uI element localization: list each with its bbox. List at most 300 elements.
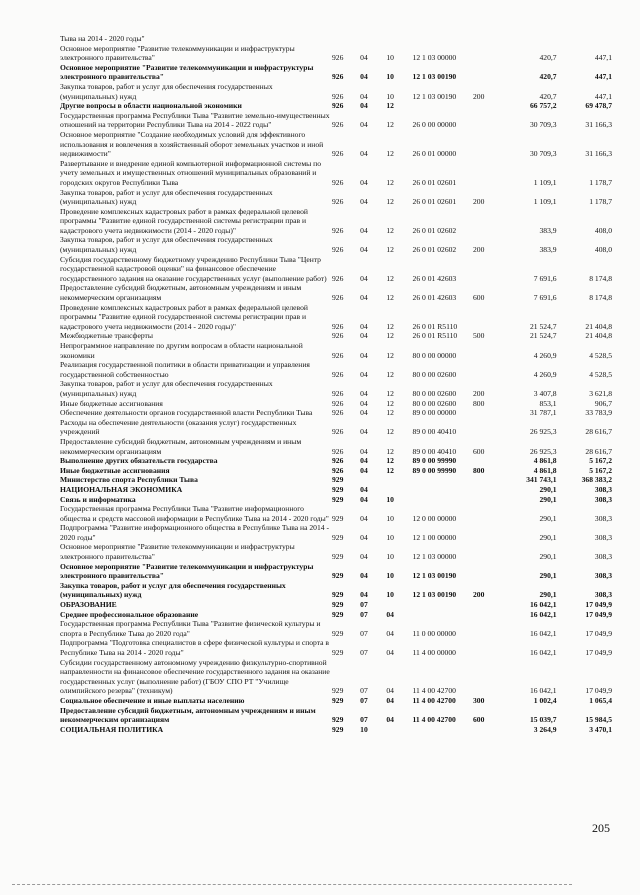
row-amount-year2: 1 178,7 (589, 197, 612, 207)
row-name: Закупка товаров, работ и услуг для обеспечения государственных (муниципальных) нужд (60, 81, 273, 101)
row-subsection-code: 12 (386, 149, 394, 159)
row-section-code: 04 (360, 388, 368, 398)
row-section-code: 04 (360, 532, 368, 542)
row-target-article: 12 1 00 00000 (412, 532, 457, 542)
row-amount-year2: 308,3 (594, 513, 612, 523)
row-amount-year2: 8 174,8 (589, 273, 612, 283)
row-amount-year1: 16 042,1 (530, 609, 557, 619)
row-amount-year1: 3 264,9 (533, 724, 557, 734)
row-subsection-code: 04 (386, 628, 394, 638)
row-section-code: 04 (360, 53, 368, 63)
row-section-code: 04 (360, 149, 368, 159)
row-amount-year1: 290,1 (539, 513, 557, 523)
row-amount-year1: 7 691,6 (533, 273, 557, 283)
row-amount-year2: 15 984,5 (585, 715, 612, 725)
row-section-code: 04 (360, 446, 368, 456)
row-section-code: 07 (360, 695, 368, 705)
row-name: Закупка товаров, работ и услуг для обеспечения государственных (муниципальных) нужд (60, 187, 273, 207)
row-name: Проведение комплексных кадастровых работ в рамках федеральной целевой программы "Развитие единой государственной системы регистрации прав и кадастрового учета недвижимости (2014 - 2020 годы)" (60, 206, 308, 235)
row-section-code: 04 (360, 101, 368, 111)
row-target-article: 11 4 00 00000 (412, 648, 456, 657)
table-row (60, 466, 612, 476)
row-expense-type (473, 504, 503, 523)
row-expense-type (473, 562, 503, 581)
row-section-code: 04 (360, 293, 368, 303)
row-name: Выполнение других обязательств государства (60, 456, 218, 466)
table-row (60, 638, 612, 657)
row-subsection-code: 04 (386, 609, 394, 619)
row-ministry-code: 929 (331, 600, 344, 610)
row-target-article: 26 0 01 R5110 (412, 321, 458, 331)
row-expense-type (473, 456, 503, 466)
row-target-article: 12 1 03 00000 (412, 53, 457, 63)
row-ministry-code: 926 (331, 350, 344, 360)
table-row (60, 408, 612, 418)
row-name: Подпрограмма "Развитие информационного общества в Республике Тыва на 2014 - 2020 годы" (60, 523, 329, 542)
row-ministry-code: 929 (331, 552, 344, 562)
row-subsection-code (386, 485, 412, 495)
row-section-code: 07 (360, 715, 368, 725)
table-row (60, 159, 612, 188)
row-amount-year2: 33 783,9 (585, 408, 612, 418)
row-ministry-code: 929 (331, 484, 344, 494)
row-amount-year2: 447,1 (594, 72, 612, 82)
row-name: ОБРАЗОВАНИЕ (60, 600, 117, 610)
row-subsection-code: 12 (386, 350, 394, 360)
row-ministry-code: 926 (331, 53, 344, 63)
row-amount-year2: 408,0 (594, 245, 612, 255)
row-amount-year2: 5 167,2 (589, 465, 612, 475)
row-subsection-code: 10 (386, 494, 394, 504)
row-expense-type: 500 (472, 331, 485, 341)
row-amount-year2: 447,1 (594, 53, 612, 63)
row-ministry-code: 926 (331, 91, 344, 101)
row-expense-type (473, 600, 503, 610)
row-name: Субсидии государственному автономному учреждению физкультурно-спортивной направленности на финансовое обеспечение государственного задания на оказание государственных услуг (выполнение работ) (ГБОУ СПО РТ "Училище олимпийского резерва" (техникум) (60, 657, 330, 696)
row-amount-year1: 420,7 (539, 72, 557, 82)
row-amount-year1: 290,1 (539, 532, 557, 542)
row-expense-type (473, 44, 503, 63)
row-subsection-code: 12 (386, 293, 394, 303)
row-amount-year2: 4 528,5 (589, 369, 612, 379)
table-row (60, 34, 612, 44)
row-ministry-code: 926 (331, 388, 344, 398)
row-name: Закупка товаров, работ и услуг для обеспечения государственных (муниципальных) нужд (60, 580, 286, 600)
row-target-article: 11 4 00 42700 (412, 695, 456, 705)
row-amount-year2: 17 049,9 (585, 686, 612, 696)
row-amount-year1: 420,7 (539, 91, 557, 101)
row-section-code: 07 (360, 648, 368, 657)
row-section-code: 04 (360, 197, 368, 207)
row-target-article (413, 475, 473, 485)
row-section-code: 04 (360, 513, 368, 523)
table-row (60, 82, 612, 101)
row-target-article: 12 1 03 00190 (412, 72, 457, 82)
row-ministry-code: 929 (331, 571, 344, 581)
row-amount-year2: 368 383,2 (581, 475, 612, 485)
row-expense-type: 200 (472, 91, 485, 101)
row-ministry-code: 926 (331, 149, 344, 159)
row-target-article (413, 725, 473, 735)
table-row (60, 504, 612, 523)
row-subsection-code: 12 (386, 369, 394, 379)
row-name: Предоставление субсидий бюджетным, автономным учреждениям и иным некоммерческим организациям (60, 283, 302, 303)
row-name: Связь и информатика (60, 494, 136, 504)
table-row (60, 111, 612, 130)
row-ministry-code: 929 (331, 590, 344, 600)
row-name: Основное мероприятие "Развитие телекоммуникации и инфраструктуры электронного правительства" (60, 561, 314, 581)
row-expense-type (473, 130, 503, 159)
table-row (60, 207, 612, 236)
row-expense-type: 800 (472, 465, 485, 475)
row-section-code: 04 (360, 321, 368, 331)
row-subsection-code: 10 (386, 91, 394, 101)
row-ministry-code: 926 (331, 177, 344, 187)
row-target-article (413, 610, 473, 620)
row-target-article: 11 4 00 42700 (412, 715, 456, 725)
row-ministry-code: 926 (331, 120, 344, 130)
row-amount-year1: 341 743,1 (526, 475, 557, 485)
row-section-code: 10 (360, 724, 368, 734)
row-ministry-code: 929 (331, 686, 344, 696)
row-ministry-code: 926 (331, 245, 344, 255)
row-target-article: 26 0 00 00000 (412, 120, 457, 130)
row-amount-year2: 1 178,7 (589, 177, 612, 187)
table-row (60, 600, 612, 610)
row-subsection-code: 10 (386, 552, 394, 562)
row-amount-year2: 3 621,8 (589, 388, 612, 398)
row-amount-year2: 5 167,2 (589, 456, 612, 466)
table-row (60, 399, 612, 409)
row-section-code: 04 (360, 120, 368, 130)
row-section-code: 04 (360, 177, 368, 187)
row-expense-type: 600 (472, 446, 485, 456)
row-section-code (360, 34, 386, 44)
row-amount-year2: 31 166,3 (585, 149, 612, 159)
row-amount-year1: 1 002,4 (533, 695, 557, 705)
row-section-code: 04 (360, 91, 368, 101)
row-ministry-code: 926 (331, 427, 344, 437)
row-amount-year2: 3 470,1 (589, 724, 612, 734)
row-amount-year1: 853,1 (539, 398, 557, 408)
row-section-code: 04 (360, 245, 368, 255)
row-amount-year1: 16 042,1 (530, 628, 557, 638)
row-target-article: 26 0 01 02602 (412, 245, 457, 255)
row-section-code: 07 (360, 600, 368, 610)
row-ministry-code: 926 (331, 321, 344, 331)
table-row (60, 562, 612, 581)
row-section-code: 07 (360, 686, 368, 696)
row-expense-type: 200 (472, 245, 485, 255)
row-ministry-code: 926 (331, 72, 344, 82)
row-expense-type (473, 638, 503, 657)
row-target-article: 26 0 01 02601 (412, 197, 457, 207)
row-name: Расходы на обеспечение деятельности (оказания услуг) государственных учреждений (60, 417, 297, 437)
row-target-article: 11 4 00 42700 (412, 686, 456, 696)
row-subsection-code (386, 725, 412, 735)
row-target-article: 12 1 03 00000 (412, 552, 457, 562)
row-ministry-code: 926 (331, 273, 344, 283)
row-expense-type (473, 408, 503, 418)
budget-table-body (60, 34, 612, 734)
row-name: Проведение комплексных кадастровых работ в рамках федеральной целевой программы "Развитие единой государственной системы регистрации прав и кадастрового учета недвижимости (2014 - 2020 годы)" (60, 302, 308, 331)
row-section-code: 04 (360, 484, 368, 494)
row-amount-year1: 1 109,1 (533, 177, 557, 187)
row-target-article: 26 0 01 42603 (412, 273, 457, 283)
row-amount-year1: 30 709,3 (530, 149, 557, 159)
row-target-article: 89 0 00 40410 (412, 427, 457, 437)
row-subsection-code (386, 600, 412, 610)
row-name: Непрограммное направление по другим вопросам в области национальной экономики (60, 341, 303, 360)
row-section-code: 04 (360, 408, 368, 418)
row-section-code: 04 (360, 273, 368, 283)
row-amount-year1: 30 709,3 (530, 120, 557, 130)
row-amount-year1: 290,1 (539, 590, 557, 600)
row-subsection-code: 12 (386, 101, 394, 111)
row-amount-year1: 16 042,1 (530, 648, 557, 657)
table-row (60, 485, 612, 495)
row-amount-year1: 3 407,8 (533, 388, 557, 398)
row-name: Основное мероприятие "Развитие телекоммуникации и инфраструктуры электронного правительства" (60, 62, 314, 82)
row-amount-year1: 16 042,1 (530, 600, 557, 610)
table-row (60, 341, 612, 360)
row-subsection-code: 12 (386, 120, 394, 130)
row-name: Государственная программа Республики Тыва "Развитие земельно-имущественных отношений на территории Республики Тыва на 2014 - 2022 годы" (60, 110, 330, 130)
row-target-article: 26 0 01 00000 (412, 149, 457, 159)
table-row (60, 101, 612, 111)
row-amount-year2: 447,1 (594, 91, 612, 101)
row-amount-year2: 1 065,4 (589, 695, 612, 705)
row-name: Субсидия государственному бюджетному учреждению Республики Тыва "Центр государственной кадастровой оценки" на финансовое обеспечение государственного задания на оказание государственных услуг (выполнение работ) (60, 254, 327, 283)
row-section-code: 04 (360, 427, 368, 437)
row-expense-type: 200 (472, 197, 485, 207)
row-name: Закупка товаров, работ и услуг для обеспечения государственных (муниципальных) нужд (60, 379, 273, 398)
row-name: Реализация государственной политики в области приватизации и управления государственной собственностью (60, 360, 310, 379)
table-row (60, 619, 612, 638)
row-section-code: 04 (360, 72, 368, 82)
row-ministry-code: 929 (331, 494, 344, 504)
row-ministry-code: 929 (331, 513, 344, 523)
row-amount-year2: 31 166,3 (585, 120, 612, 130)
row-amount-year2: 308,3 (594, 484, 612, 494)
row-target-article: 80 0 00 02600 (412, 388, 457, 398)
row-expense-type (473, 303, 503, 332)
table-row (60, 303, 612, 332)
row-target-article (413, 34, 473, 44)
row-name: Основное мероприятие "Развитие телекоммуникации и инфраструктуры электронного правительства" (60, 542, 295, 562)
row-ministry-code: 926 (331, 369, 344, 379)
row-ministry-code: 929 (331, 475, 344, 485)
row-amount-year1: 290,1 (539, 484, 557, 494)
row-amount-year2: 69 478,7 (585, 101, 612, 111)
row-target-article: 26 0 01 R5110 (412, 331, 458, 341)
row-name: НАЦИОНАЛЬНАЯ ЭКОНОМИКА (60, 484, 183, 494)
row-section-code: 04 (360, 494, 368, 504)
row-section-code: 04 (360, 590, 368, 600)
row-expense-type (473, 360, 503, 379)
row-amount-year2: 17 049,9 (585, 628, 612, 638)
table-row (60, 188, 612, 207)
row-expense-type: 800 (472, 398, 485, 408)
row-target-article: 12 0 00 00000 (412, 513, 457, 523)
table-row (60, 475, 612, 485)
row-amount-year2: 308,3 (594, 571, 612, 581)
row-subsection-code: 12 (386, 321, 394, 331)
row-name: Обеспечение деятельности органов государственной власти Республики Тыва (60, 408, 313, 418)
row-name: Развертывание и внедрение единой компьютерной информационной системы по учету земельных и имущественных отношений муниципальных образований и городских округов Республики Тыва (60, 158, 321, 187)
page-number: 205 (592, 821, 610, 835)
row-subsection-code: 10 (386, 513, 394, 523)
row-name: Основное мероприятие "Развитие телекоммуникации и инфраструктуры электронного правительства" (60, 43, 295, 63)
row-subsection-code: 12 (386, 245, 394, 255)
row-section-code: 04 (360, 225, 368, 235)
row-subsection-code: 12 (386, 465, 394, 475)
row-expense-type: 600 (472, 293, 485, 303)
row-name: Государственная программа Республики Тыва "Развитие физической культуры и спорта в Республике Тыва до 2020 года" (60, 619, 321, 638)
row-name: Министерство спорта Республики Тыва (60, 475, 198, 485)
row-subsection-code: 12 (386, 456, 394, 466)
row-ministry-code: 926 (331, 456, 344, 466)
row-ministry-code: 929 (331, 532, 344, 542)
row-target-article: 80 0 00 00000 (412, 350, 457, 360)
row-name: Закупка товаров, работ и услуг для обеспечения государственных (муниципальных) нужд (60, 235, 273, 255)
row-amount-year2: 28 616,7 (585, 446, 612, 456)
row-target-article: 12 1 03 00190 (412, 590, 457, 600)
row-subsection-code (386, 475, 412, 485)
row-name: Государственная программа Республики Тыва "Развитие информационного общества и средств массовой информации в Республике Тыва на 2014 - 2020 годы" (60, 504, 329, 523)
row-section-code: 04 (360, 465, 368, 475)
row-amount-year2: 21 404,8 (585, 331, 612, 341)
row-subsection-code: 12 (386, 273, 394, 283)
table-row (60, 418, 612, 437)
row-ministry-code: 926 (331, 446, 344, 456)
row-subsection-code: 04 (386, 686, 394, 696)
row-target-article: 89 0 00 99990 (412, 465, 457, 475)
budget-table (60, 34, 612, 734)
row-expense-type (473, 159, 503, 188)
row-target-article: 26 0 01 42603 (412, 293, 457, 303)
row-amount-year1: 16 042,1 (530, 686, 557, 696)
row-expense-type (473, 658, 503, 696)
table-row (60, 130, 612, 159)
row-amount-year1: 26 925,3 (530, 427, 557, 437)
row-amount-year1: 290,1 (539, 494, 557, 504)
row-ministry-code: 929 (331, 715, 344, 725)
row-amount-year2: 308,3 (594, 552, 612, 562)
table-row (60, 437, 612, 456)
row-name: Другие вопросы в области национальной экономики (60, 101, 242, 111)
row-amount-year1: 21 524,7 (530, 331, 557, 341)
row-name: Иные бюджетные ассигнования (60, 398, 163, 408)
row-ministry-code: 926 (331, 465, 344, 475)
row-ministry-code: 929 (331, 724, 344, 734)
row-amount-year1: 4 861,8 (533, 456, 557, 466)
row-expense-type: 200 (472, 388, 485, 398)
table-row (60, 542, 612, 561)
row-amount-year2 (557, 34, 612, 44)
row-expense-type (473, 619, 503, 638)
row-amount-year1: 383,9 (539, 225, 557, 235)
row-target-article: 12 1 03 00190 (412, 571, 457, 581)
table-row (60, 283, 612, 302)
table-row (60, 360, 612, 379)
row-name: Предоставление субсидий бюджетным, автономным учреждениям и иным некоммерческим организациям (60, 436, 302, 456)
row-subsection-code: 12 (386, 398, 394, 408)
scan-edge-line (12, 884, 572, 885)
row-subsection-code: 04 (386, 695, 394, 705)
row-target-article (413, 485, 473, 495)
row-amount-year1: 290,1 (539, 571, 557, 581)
row-amount-year2: 906,7 (594, 398, 612, 408)
row-amount-year2: 8 174,8 (589, 293, 612, 303)
row-expense-type: 300 (472, 695, 485, 705)
row-amount-year1: 420,7 (539, 53, 557, 63)
table-row (60, 44, 612, 63)
row-amount-year2: 17 049,9 (585, 648, 612, 657)
row-expense-type: 200 (472, 590, 485, 600)
row-expense-type (473, 207, 503, 236)
row-amount-year2: 21 404,8 (585, 321, 612, 331)
row-section-code: 04 (360, 369, 368, 379)
row-subsection-code: 12 (386, 408, 394, 418)
table-row (60, 725, 612, 735)
row-amount-year1: 15 039,7 (530, 715, 557, 725)
row-section-code: 04 (360, 398, 368, 408)
table-row (60, 610, 612, 620)
row-amount-year2: 17 049,9 (585, 609, 612, 619)
row-expense-type (473, 418, 503, 437)
row-target-article (413, 101, 473, 111)
row-name: СОЦИАЛЬНАЯ ПОЛИТИКА (60, 724, 164, 734)
row-target-article: 11 0 00 00000 (412, 628, 456, 638)
row-target-article (413, 495, 473, 505)
row-ministry-code: 926 (331, 293, 344, 303)
row-target-article: 89 0 00 99990 (412, 456, 457, 466)
row-amount-year2: 308,3 (594, 494, 612, 504)
row-name: Предоставление субсидий бюджетным, автономным учреждениям и иным некоммерческим организациям (60, 705, 316, 725)
row-section-code: 04 (360, 350, 368, 360)
row-name: Тыва на 2014 - 2020 годы" (60, 34, 145, 43)
table-row (60, 255, 612, 284)
row-target-article: 26 0 01 02601 (412, 177, 457, 187)
row-amount-year1: 26 925,3 (530, 446, 557, 456)
table-row (60, 658, 612, 696)
row-amount-year2: 4 528,5 (589, 350, 612, 360)
row-amount-year2: 17 049,9 (585, 600, 612, 610)
row-amount-year1: 31 787,1 (530, 408, 557, 418)
row-expense-type (473, 485, 503, 495)
row-name: Социальное обеспечение и иные выплаты населению (60, 695, 245, 705)
row-amount-year1: 1 109,1 (533, 197, 557, 207)
row-subsection-code: 10 (386, 53, 394, 63)
row-amount-year1: 7 691,6 (533, 293, 557, 303)
row-target-article: 26 0 01 02602 (412, 225, 457, 235)
row-amount-year1: 66 757,2 (530, 101, 557, 111)
row-subsection-code: 10 (386, 571, 394, 581)
table-row (60, 581, 612, 600)
table-row (60, 379, 612, 398)
row-ministry-code: 929 (331, 609, 344, 619)
row-name: Межбюджетные трансферты (60, 331, 153, 341)
row-ministry-code: 926 (331, 197, 344, 207)
row-subsection-code: 12 (386, 446, 394, 456)
row-expense-type (473, 63, 503, 82)
table-row (60, 523, 612, 542)
row-target-article: 12 1 03 00190 (412, 91, 457, 101)
row-amount-year1: 21 524,7 (530, 321, 557, 331)
row-ministry-code: 926 (331, 398, 344, 408)
row-expense-type (473, 523, 503, 542)
